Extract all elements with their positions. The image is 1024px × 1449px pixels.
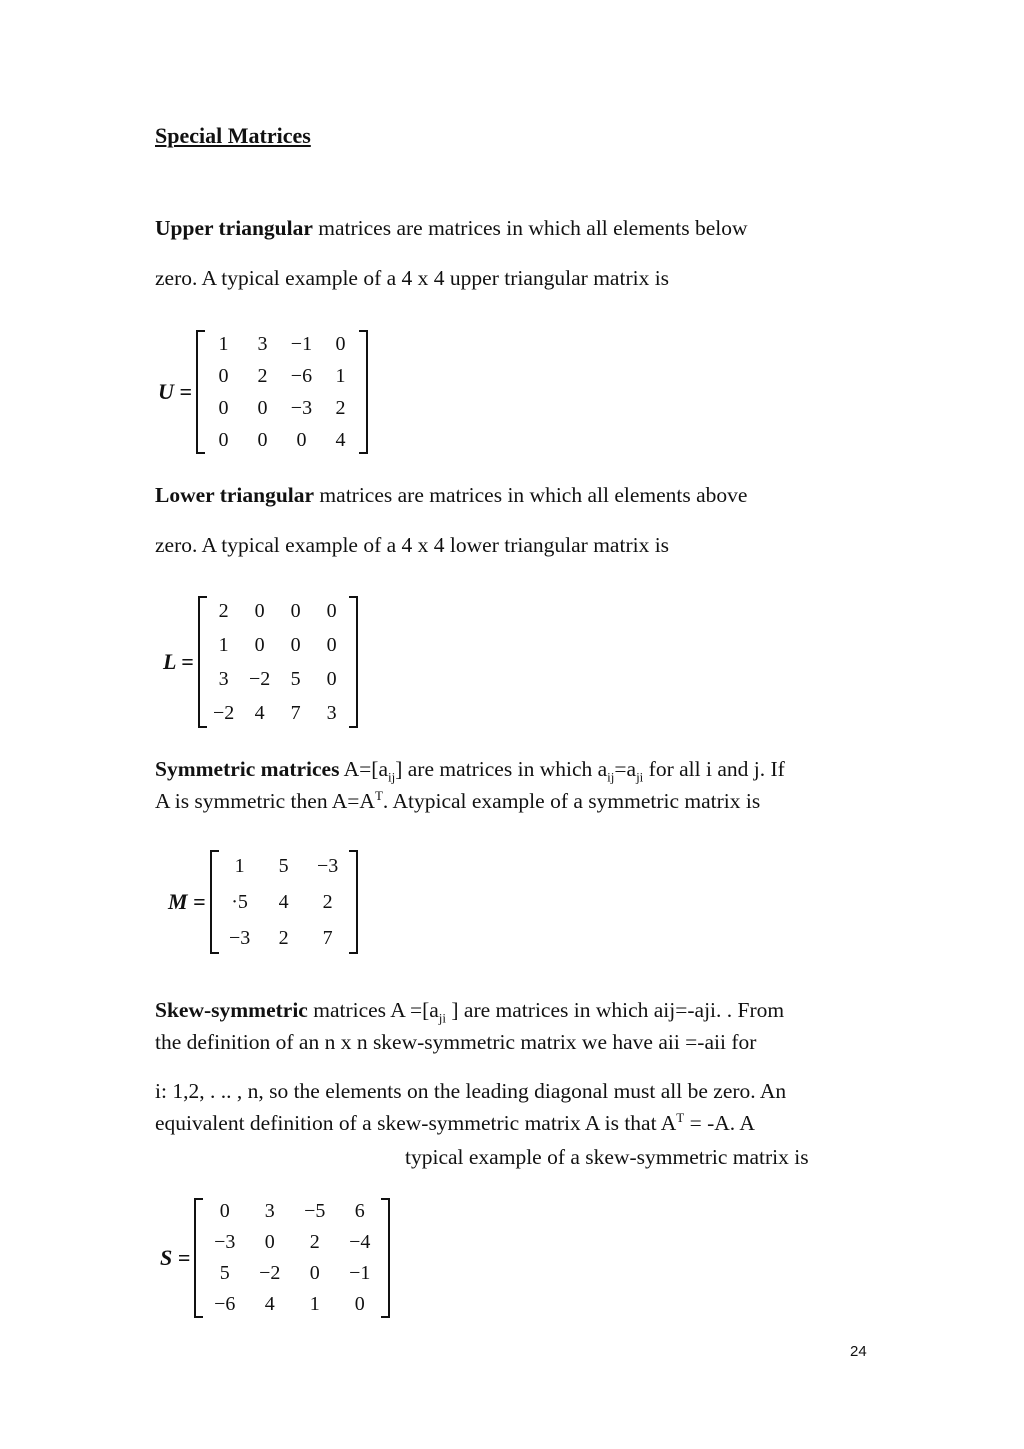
- matrix-cell: 0: [290, 633, 301, 656]
- matrix-row: [204, 328, 360, 360]
- matrix-s-body: [194, 1196, 390, 1320]
- matrix-cell: 7: [290, 701, 301, 724]
- matrix-cell: −2: [213, 701, 235, 724]
- symmetric-sup: T: [374, 787, 383, 803]
- skew-text-2: ] are matrices in which aij=-aji. . From: [446, 998, 785, 1022]
- matrix-row: [202, 1258, 382, 1289]
- upper-line-2: zero. A typical example of a 4 x 4 upper triangular matrix is: [155, 266, 670, 290]
- matrix-m-label: M =: [168, 889, 206, 914]
- skew-paragraph-2: [155, 1075, 786, 1139]
- page-number: 24: [850, 1343, 867, 1360]
- matrix-cell: 1: [309, 1293, 320, 1315]
- symmetric-term: Symmetric matrices: [155, 757, 340, 781]
- matrix-cell: −2: [259, 1262, 281, 1284]
- matrix-cell: 2: [218, 599, 229, 622]
- matrix-cell: 1: [218, 633, 229, 656]
- matrix-row: [202, 1227, 382, 1258]
- matrix-cell: −6: [290, 364, 313, 387]
- skew-line-4: [155, 1107, 786, 1139]
- skew-line-5: typical example of a skew-symmetric matrix is: [405, 1145, 809, 1169]
- symmetric-text-2: ] are matrices in which a: [395, 757, 608, 781]
- skew-line-4-b: = -A. A: [684, 1111, 755, 1135]
- symmetric-text-4: for all i and j. If: [643, 757, 785, 781]
- page-heading: Special Matrices: [155, 123, 311, 148]
- symmetric-sub-3: ji: [636, 769, 644, 785]
- matrix-cell: 2: [309, 1231, 320, 1253]
- matrix-s-table: [202, 1196, 382, 1320]
- symmetric-sub-2: ij: [607, 769, 615, 785]
- matrix-s-label: S =: [160, 1245, 191, 1270]
- matrix-row: [204, 424, 360, 456]
- matrix-cell: −5: [304, 1200, 326, 1222]
- skew-text-1: matrices A =[a: [307, 998, 439, 1022]
- matrix-row: [218, 884, 350, 920]
- skew-line-3: i: 1,2, . .. , n, so the elements on the leading diagonal must all be zero. An: [155, 1079, 787, 1103]
- matrix-cell: 2: [322, 890, 333, 913]
- matrix-cell: 0: [326, 667, 337, 690]
- skew-line-1: [155, 994, 784, 1026]
- matrix-cell: 4: [264, 1293, 275, 1315]
- matrix-row: [206, 696, 350, 730]
- matrix-cell: ·5: [231, 890, 248, 913]
- symmetric-line-2: [155, 785, 785, 817]
- matrix-u-body: [196, 328, 368, 456]
- matrix-cell: 1: [335, 364, 346, 387]
- matrix-cell: −4: [349, 1231, 371, 1253]
- matrix-cell: 0: [218, 364, 229, 387]
- matrix-row: [202, 1196, 382, 1227]
- skew-paragraph: [155, 994, 784, 1058]
- matrix-u-label: U =: [158, 379, 192, 404]
- matrix-m: [168, 848, 358, 956]
- matrix-cell: 2: [278, 926, 289, 949]
- matrix-cell: −1: [290, 332, 313, 355]
- matrix-cell: 4: [278, 890, 289, 913]
- matrix-u: [158, 328, 368, 456]
- matrix-cell: 0: [257, 428, 268, 451]
- matrix-cell: −3: [290, 396, 313, 419]
- matrix-l-label: L =: [163, 649, 194, 674]
- matrix-row: [206, 594, 350, 628]
- matrix-cell: 5: [290, 667, 301, 690]
- matrix-cell: 0: [335, 332, 346, 355]
- matrix-cell: 0: [254, 599, 265, 622]
- matrix-row: [206, 628, 350, 662]
- matrix-cell: 0: [290, 599, 301, 622]
- matrix-cell: −6: [214, 1293, 236, 1315]
- matrix-m-body: [210, 848, 358, 956]
- lower-term: Lower triangular: [155, 483, 315, 507]
- matrix-cell: 3: [264, 1200, 275, 1222]
- matrix-cell: 0: [219, 1200, 230, 1222]
- matrix-s: [160, 1196, 390, 1320]
- matrix-cell: 0: [354, 1293, 365, 1315]
- matrix-cell: 0: [254, 633, 265, 656]
- matrix-cell: 1: [234, 854, 245, 877]
- matrix-cell: 0: [296, 428, 307, 451]
- matrix-cell: −1: [349, 1262, 371, 1284]
- symmetric-line-2-b: . Atypical example of a symmetric matrix is: [382, 789, 761, 813]
- matrix-cell: 1: [218, 332, 229, 355]
- upper-term: Upper triangular: [155, 216, 313, 240]
- matrix-row: [206, 662, 350, 696]
- upper-line-1-text: matrices are matrices in which all elements below: [312, 216, 748, 240]
- skew-sup: T: [676, 1109, 685, 1125]
- matrix-cell: 0: [218, 396, 229, 419]
- matrix-u-table: [204, 328, 360, 456]
- matrix-cell: 6: [354, 1200, 365, 1222]
- matrix-cell: 0: [326, 633, 337, 656]
- symmetric-line-1: [155, 753, 785, 785]
- matrix-cell: 0: [309, 1262, 320, 1284]
- matrix-cell: 5: [278, 854, 289, 877]
- matrix-cell: 5: [219, 1262, 230, 1284]
- matrix-cell: 3: [326, 701, 337, 724]
- matrix-cell: 7: [322, 926, 333, 949]
- matrix-cell: −3: [214, 1231, 236, 1253]
- symmetric-text-3: =a: [614, 757, 637, 781]
- lower-line-1-text: matrices are matrices in which all elements above: [314, 483, 748, 507]
- matrix-row: [218, 920, 350, 956]
- upper-line-1: [155, 212, 747, 244]
- skew-line-2: the definition of an n x n skew-symmetric matrix we have aii =-aii for: [155, 1030, 757, 1054]
- upper-triangular-paragraph: [155, 212, 747, 244]
- matrix-row: [204, 360, 360, 392]
- matrix-cell: 2: [335, 396, 346, 419]
- matrix-row: [202, 1289, 382, 1320]
- symmetric-paragraph: [155, 753, 785, 817]
- lower-line-2: zero. A typical example of a 4 x 4 lower triangular matrix is: [155, 533, 670, 557]
- matrix-cell: −3: [316, 854, 339, 877]
- matrix-cell: 0: [264, 1231, 275, 1253]
- symmetric-text-1: A=[a: [339, 757, 388, 781]
- matrix-cell: 3: [257, 332, 268, 355]
- matrix-row: [218, 848, 350, 884]
- matrix-cell: 0: [218, 428, 229, 451]
- matrix-cell: 0: [326, 599, 337, 622]
- matrix-l-body: [198, 594, 358, 730]
- matrix-row: [204, 392, 360, 424]
- symmetric-line-2-a: A is symmetric then A=A: [155, 789, 375, 813]
- lower-line-1: [155, 479, 747, 511]
- matrix-cell: 2: [257, 364, 268, 387]
- matrix-cell: 0: [257, 396, 268, 419]
- matrix-cell: 4: [254, 701, 265, 724]
- symmetric-sub-1: ij: [388, 769, 396, 785]
- matrix-cell: 4: [335, 428, 346, 451]
- matrix-cell: −2: [249, 667, 271, 690]
- matrix-m-table: [218, 848, 350, 956]
- skew-line-4-a: equivalent definition of a skew-symmetric matrix A is that A: [155, 1111, 677, 1135]
- skew-term: Skew-symmetric: [155, 998, 308, 1022]
- matrix-cell: −3: [228, 926, 251, 949]
- skew-sub-1: ji: [438, 1010, 447, 1026]
- lower-triangular-paragraph: [155, 479, 747, 511]
- matrix-l-table: [206, 594, 350, 730]
- matrix-l: [163, 594, 358, 730]
- matrix-cell: 3: [218, 667, 229, 690]
